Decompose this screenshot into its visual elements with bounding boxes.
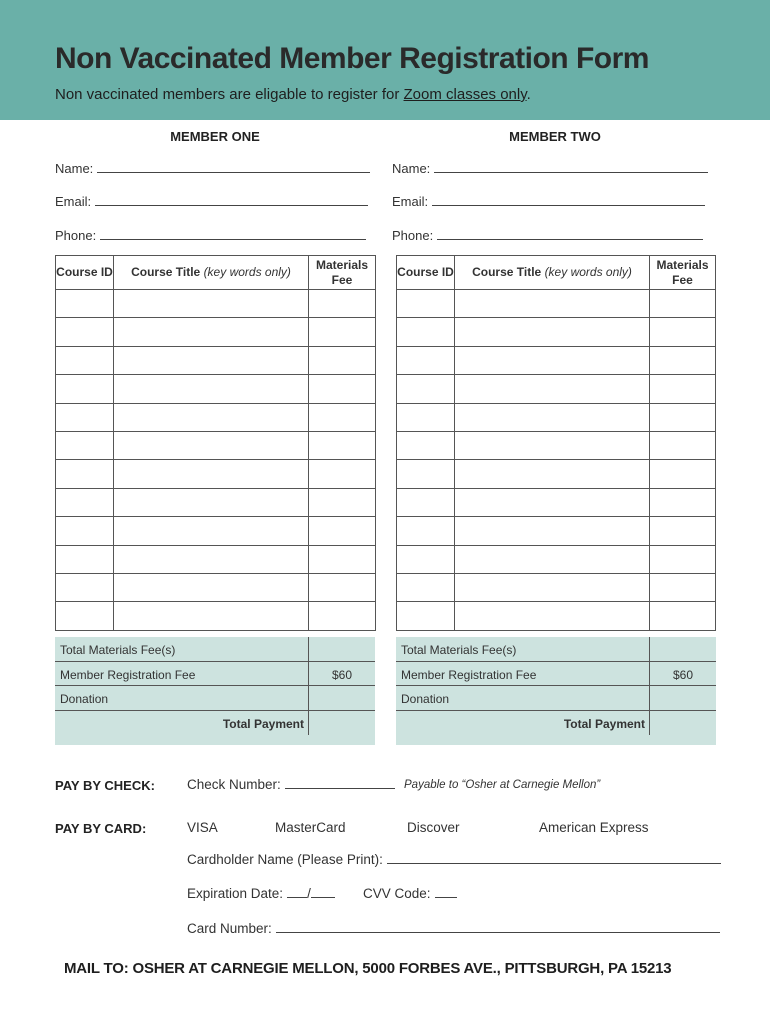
card-number-field[interactable]	[187, 921, 720, 936]
phone-line[interactable]	[437, 229, 703, 240]
course-title-cell[interactable]	[114, 431, 309, 459]
course-id-cell[interactable]	[397, 403, 455, 431]
email-label: Email:	[392, 194, 429, 209]
course-row	[397, 460, 716, 488]
course-id-cell[interactable]	[56, 545, 114, 573]
course-title-cell[interactable]	[455, 545, 650, 573]
course-title-cell[interactable]	[114, 517, 309, 545]
phone-label: Phone:	[55, 228, 97, 243]
course-title-cell[interactable]	[114, 488, 309, 516]
cvv-field[interactable]	[363, 886, 457, 901]
course-row	[56, 346, 376, 374]
check-number-line[interactable]	[285, 778, 395, 789]
course-title-cell[interactable]	[455, 602, 650, 630]
course-title-cell[interactable]	[114, 346, 309, 374]
registration-fee-label: Member Registration Fee	[401, 667, 537, 682]
registration-fee-row	[55, 662, 375, 687]
cardholder-name-field[interactable]	[187, 852, 721, 867]
course-id-cell[interactable]	[56, 460, 114, 488]
course-row	[56, 460, 376, 488]
course-id-cell[interactable]	[397, 346, 455, 374]
course-title-cell[interactable]	[114, 460, 309, 488]
materials-fee-cell[interactable]	[650, 573, 716, 601]
member-one-course-table	[55, 255, 376, 631]
cardholder-label: Cardholder Name (Please Print):	[187, 852, 383, 867]
name-label: Name:	[392, 161, 431, 176]
expiration-year-line[interactable]	[311, 887, 335, 898]
materials-fee-cell[interactable]	[650, 431, 716, 459]
expiration-separator: /	[307, 886, 311, 901]
card-type-mastercard[interactable]: MasterCard	[275, 820, 346, 835]
course-title-header	[455, 256, 650, 290]
phone-label: Phone:	[392, 228, 434, 243]
materials-fee-cell[interactable]	[650, 488, 716, 516]
materials-fee-cell[interactable]	[309, 346, 376, 374]
course-title-cell[interactable]	[455, 290, 650, 318]
page-title: Non Vaccinated Member Registration Form	[55, 42, 649, 75]
header-banner	[0, 0, 770, 120]
name-line[interactable]	[97, 162, 370, 173]
course-id-cell[interactable]	[56, 573, 114, 601]
total-materials-label: Total Materials Fee(s)	[401, 643, 517, 657]
subtitle-text: Non vaccinated members are eligable to register for	[55, 86, 404, 103]
phone-line[interactable]	[100, 229, 366, 240]
materials-fee-cell[interactable]	[309, 460, 376, 488]
course-title-cell[interactable]	[114, 403, 309, 431]
course-id-cell[interactable]	[56, 517, 114, 545]
course-id-cell[interactable]	[56, 375, 114, 403]
member-two-email-field[interactable]	[392, 194, 705, 209]
card-type-discover[interactable]: Discover	[407, 820, 460, 835]
course-id-cell[interactable]	[397, 318, 455, 346]
materials-fee-cell[interactable]	[309, 573, 376, 601]
member-one-totals	[55, 637, 375, 745]
materials-fee-cell[interactable]	[309, 488, 376, 516]
expiration-month-line[interactable]	[287, 887, 307, 898]
course-title-cell[interactable]	[114, 573, 309, 601]
member-two-heading: MEMBER TWO	[509, 129, 601, 144]
course-title-header	[114, 256, 309, 290]
course-id-cell[interactable]	[56, 431, 114, 459]
expiration-date-field[interactable]	[187, 886, 335, 901]
totals-divider	[308, 637, 309, 735]
expiration-label: Expiration Date:	[187, 886, 284, 901]
member-two-phone-field[interactable]	[392, 228, 703, 243]
course-title-cell[interactable]	[455, 573, 650, 601]
course-id-cell[interactable]	[397, 460, 455, 488]
mail-to-address: MAIL TO: OSHER AT CARNEGIE MELLON, 5000 FORBES AVE., PITTSBURGH, PA 15213	[64, 960, 672, 977]
donation-label: Donation	[60, 692, 109, 706]
materials-fee-cell[interactable]	[650, 346, 716, 374]
course-id-header: Course ID	[397, 256, 455, 290]
total-payment-label: Total Payment	[222, 717, 304, 731]
course-title-cell[interactable]	[114, 545, 309, 573]
member-one-heading: MEMBER ONE	[170, 129, 260, 144]
course-row	[56, 517, 376, 545]
course-row	[397, 488, 716, 516]
course-row	[397, 431, 716, 459]
total-payment-row[interactable]	[55, 711, 375, 736]
pay-by-card-label: PAY BY CARD:	[55, 821, 147, 836]
course-title-note: (key words only)	[544, 265, 632, 279]
course-id-cell[interactable]	[397, 517, 455, 545]
course-id-cell[interactable]	[397, 573, 455, 601]
card-type-visa[interactable]: VISA	[187, 820, 218, 835]
registration-fee-label: Member Registration Fee	[60, 667, 196, 682]
total-payment-row[interactable]	[396, 711, 716, 736]
course-row	[56, 290, 376, 318]
course-title-label: Course Title	[131, 265, 201, 279]
course-row	[397, 318, 716, 346]
course-row	[397, 290, 716, 318]
course-row	[397, 375, 716, 403]
check-number-field[interactable]	[187, 777, 395, 792]
course-row	[56, 573, 376, 601]
cardholder-line[interactable]	[387, 853, 721, 864]
subtitle-period: .	[526, 86, 531, 103]
course-id-cell[interactable]	[397, 488, 455, 516]
materials-fee-cell[interactable]	[650, 602, 716, 630]
total-materials-row	[396, 637, 716, 662]
course-id-header: Course ID	[56, 256, 114, 290]
course-title-label: Course Title	[472, 265, 542, 279]
course-row	[56, 375, 376, 403]
registration-fee-value: $60	[331, 667, 353, 682]
course-id-cell[interactable]	[397, 602, 455, 630]
registration-fee-value: $60	[672, 667, 694, 682]
course-title-cell[interactable]	[455, 517, 650, 545]
total-materials-row	[55, 637, 375, 662]
course-id-cell[interactable]	[56, 318, 114, 346]
email-line[interactable]	[95, 195, 368, 206]
course-title-cell[interactable]	[114, 318, 309, 346]
member-two-name-field[interactable]	[392, 161, 708, 176]
course-id-cell[interactable]	[397, 545, 455, 573]
course-row	[56, 431, 376, 459]
pay-by-check-label: PAY BY CHECK:	[55, 778, 155, 793]
card-number-label: Card Number:	[187, 921, 272, 936]
course-title-cell[interactable]	[114, 602, 309, 630]
course-id-cell[interactable]	[56, 290, 114, 318]
materials-fee-header: Materials Fee	[309, 256, 376, 290]
course-title-cell[interactable]	[455, 346, 650, 374]
materials-fee-cell[interactable]	[650, 460, 716, 488]
materials-fee-cell[interactable]	[650, 403, 716, 431]
course-title-cell[interactable]	[455, 488, 650, 516]
course-title-cell[interactable]	[455, 431, 650, 459]
zoom-classes-note: Zoom classes only	[403, 86, 527, 103]
member-one-email-field[interactable]	[55, 194, 368, 209]
materials-fee-cell[interactable]	[309, 431, 376, 459]
member-two-course-table	[396, 255, 716, 631]
materials-fee-cell[interactable]	[650, 318, 716, 346]
email-line[interactable]	[432, 195, 705, 206]
course-id-cell[interactable]	[397, 431, 455, 459]
total-materials-label: Total Materials Fee(s)	[60, 643, 176, 657]
materials-fee-cell[interactable]	[650, 375, 716, 403]
check-number-label: Check Number:	[187, 777, 281, 792]
course-title-cell[interactable]	[455, 318, 650, 346]
materials-fee-cell[interactable]	[650, 517, 716, 545]
course-id-cell[interactable]	[56, 488, 114, 516]
course-title-cell[interactable]	[114, 290, 309, 318]
course-title-cell[interactable]	[455, 460, 650, 488]
course-row	[56, 602, 376, 630]
page-subtitle	[55, 86, 531, 103]
materials-fee-cell[interactable]	[309, 375, 376, 403]
materials-fee-cell[interactable]	[309, 602, 376, 630]
materials-fee-cell[interactable]	[309, 403, 376, 431]
name-label: Name:	[55, 161, 94, 176]
donation-row[interactable]	[396, 686, 716, 711]
member-two-totals	[396, 637, 716, 745]
total-payment-label: Total Payment	[563, 717, 645, 731]
email-label: Email:	[55, 194, 92, 209]
course-title-cell[interactable]	[455, 375, 650, 403]
card-number-line[interactable]	[276, 922, 720, 933]
cvv-line[interactable]	[435, 887, 457, 898]
course-title-cell[interactable]	[114, 375, 309, 403]
materials-fee-cell[interactable]	[309, 545, 376, 573]
payable-note: Payable to “Osher at Carnegie Mellon”	[404, 779, 601, 791]
course-id-cell[interactable]	[56, 602, 114, 630]
course-row	[56, 488, 376, 516]
course-row	[56, 318, 376, 346]
course-id-cell[interactable]	[56, 403, 114, 431]
card-type-amex[interactable]: American Express	[539, 820, 649, 835]
totals-divider	[649, 637, 650, 735]
member-one-phone-field[interactable]	[55, 228, 366, 243]
course-row	[397, 403, 716, 431]
materials-fee-cell[interactable]	[650, 545, 716, 573]
course-row	[397, 573, 716, 601]
course-title-cell[interactable]	[455, 403, 650, 431]
donation-row[interactable]	[55, 686, 375, 711]
course-row	[397, 517, 716, 545]
course-row	[56, 545, 376, 573]
course-id-cell[interactable]	[56, 346, 114, 374]
cvv-label: CVV Code:	[363, 886, 431, 901]
name-line[interactable]	[434, 162, 708, 173]
materials-fee-cell[interactable]	[309, 517, 376, 545]
materials-fee-cell[interactable]	[650, 290, 716, 318]
donation-label: Donation	[401, 692, 450, 706]
materials-fee-header: Materials Fee	[650, 256, 716, 290]
course-row	[397, 346, 716, 374]
course-row	[397, 545, 716, 573]
course-id-cell[interactable]	[397, 290, 455, 318]
course-row	[56, 403, 376, 431]
materials-fee-cell[interactable]	[309, 318, 376, 346]
registration-fee-row	[396, 662, 716, 687]
member-one-name-field[interactable]	[55, 161, 370, 176]
materials-fee-cell[interactable]	[309, 290, 376, 318]
course-id-cell[interactable]	[397, 375, 455, 403]
course-row	[397, 602, 716, 630]
course-title-note: (key words only)	[203, 265, 291, 279]
